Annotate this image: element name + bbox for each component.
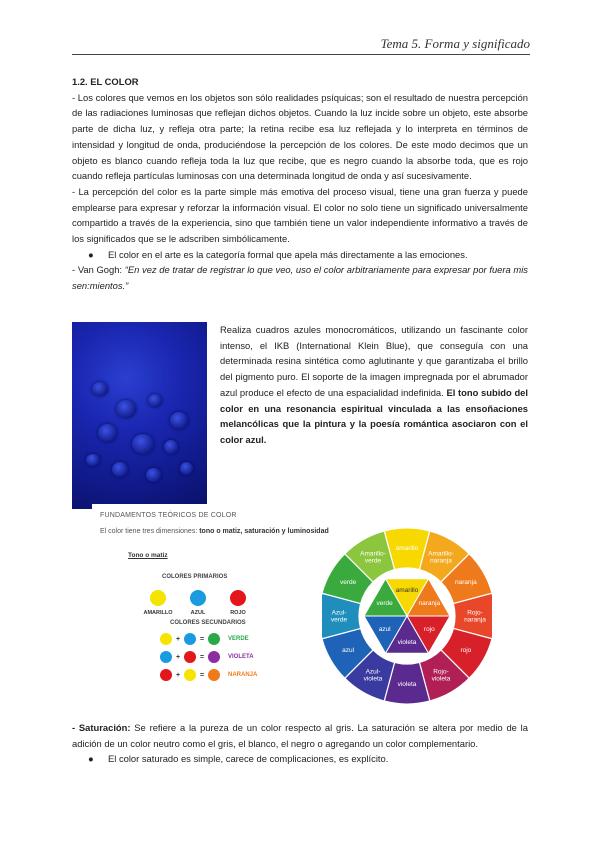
van-gogh-quote-text: “En vez de tratar de registrar lo que veo, uso el color arbitrariamente para expresar por fuera mis sen:mientos.”: [72, 264, 528, 292]
primary-label: AMARILLO: [143, 610, 173, 616]
wheel-label: Rojo-violeta: [431, 668, 451, 683]
saturation-paragraph: [72, 720, 528, 751]
secundarios-heading: COLORES SECUNDARIOS: [170, 620, 246, 626]
painting-texture: [116, 400, 136, 418]
van-gogh-quote: [72, 262, 528, 293]
painting-texture: [164, 440, 178, 454]
wheel-label: Amarillo-naranja: [428, 550, 454, 565]
secondary-label: NARANJA: [228, 672, 258, 678]
main-text: [72, 74, 528, 294]
color-dot: [184, 651, 196, 663]
van-gogh-label: - Van Gogh:: [72, 264, 125, 276]
wheel-label: rojo: [460, 647, 472, 654]
color-dot: [208, 669, 220, 681]
color-dot: [160, 651, 172, 663]
wheel-label: azul: [342, 647, 355, 654]
tono-label: Tono o matiz: [128, 552, 168, 559]
hexagon-label: naranja: [418, 600, 441, 608]
wheel-label: verde: [339, 579, 357, 586]
equals-sign: =: [199, 635, 205, 643]
equals-sign: =: [199, 653, 205, 661]
plus-sign: +: [175, 653, 181, 661]
painting-texture: [148, 394, 162, 407]
saturation-text: Se refiere a la pureza de un color respecto al gris. La saturación se altera por medio de la adición de un color neutro como el gris, el blanco, el negro o agregando un color complementario.: [72, 722, 528, 749]
primary-swatch: [150, 590, 166, 606]
color-dot: [208, 633, 220, 645]
hexagon-label: amarillo: [395, 587, 419, 595]
secondary-row: [160, 668, 257, 682]
wheel-label: Azul-violeta: [363, 668, 383, 683]
figure-subtitle: [100, 528, 329, 535]
secondary-label: VIOLETA: [228, 654, 254, 660]
secondary-row: [160, 650, 254, 664]
plus-sign: +: [175, 635, 181, 643]
klein-description: [220, 322, 528, 448]
header-rule: [72, 54, 530, 55]
primary-swatch: [230, 590, 246, 606]
saturation-label: - Saturación:: [72, 722, 131, 733]
wheel-label: violeta: [397, 681, 417, 688]
wheel-label: Amarillo-verde: [360, 550, 386, 565]
hexagon-label: violeta: [397, 638, 417, 646]
painting-texture: [170, 412, 188, 429]
color-dot: [184, 669, 196, 681]
hexagon-label: azul: [378, 625, 391, 633]
secondary-label: VERDE: [228, 636, 249, 642]
wheel-label: naranja: [455, 579, 477, 586]
wheel-label: amarillo: [395, 545, 419, 552]
primary-label: ROJO: [230, 610, 246, 616]
painting-texture: [86, 454, 100, 466]
color-wheel: [322, 518, 492, 708]
figure-subtitle-prefix: El color tiene tres dimensiones:: [100, 528, 200, 535]
bullet-text: El color en el arte es la categoría formal que apela más directamente a las emociones.: [108, 248, 468, 260]
color-dot: [160, 633, 172, 645]
painting-texture: [180, 462, 193, 475]
section-title: 1.2. EL COLOR: [72, 76, 139, 87]
wheel-label: Azul-verde: [330, 609, 348, 624]
bullet-icon: ●: [88, 248, 94, 260]
klein-text: Realiza cuadros azules monocromáticos, utilizando un fascinante color intenso, el IKB (International Klein Blue), que conseguía con una determinada resina sintética como aglutinante y que garantizaba el brillo del pigmento puro. El soporte de la imagen impregnada por el abrumador azul produce el efecto de una espacialidad indefinida.: [220, 324, 528, 398]
hexagon-label: verde: [376, 600, 393, 608]
bullet-text: El color saturado es simple, carece de complicaciones, es explícito.: [108, 753, 389, 765]
page-header-title: Tema 5. Forma y significado: [380, 36, 530, 51]
klein-bold-text: El tono subido del color en una resonancia espiritual vinculada a las ensoñaciones melancólicas que la pintura y la poesía romántica asociaron con el color azul.: [220, 386, 529, 445]
bullet-item: [72, 751, 528, 767]
equals-sign: =: [199, 671, 205, 679]
color-dot: [184, 633, 196, 645]
hexagon-label: rojo: [423, 625, 435, 633]
painting-texture: [132, 434, 154, 454]
color-dot: [208, 651, 220, 663]
painting-texture: [146, 468, 161, 482]
painting-texture: [112, 462, 128, 477]
bullet-icon: ●: [88, 753, 94, 765]
bullet-item: [72, 247, 528, 263]
saturation-section: [72, 720, 528, 767]
figure-title: FUNDAMENTOS TEÓRICOS DE COLOR: [100, 512, 237, 519]
painting-texture: [92, 382, 108, 396]
wheel-label: Rojo-naranja: [464, 609, 486, 624]
primarios-heading: COLORES PRIMARIOS: [162, 574, 228, 580]
primary-swatch: [190, 590, 206, 606]
figure-subtitle-bold: tono o matiz, saturación y luminosidad: [199, 528, 329, 535]
color-theory-figure: [92, 504, 502, 714]
painting-texture: [98, 424, 117, 442]
plus-sign: +: [175, 671, 181, 679]
primary-label: AZUL: [190, 610, 206, 616]
klein-painting-image: [72, 322, 207, 509]
secondary-row: [160, 632, 249, 646]
paragraph-perception: - Los colores que vemos en los objetos son sólo realidades psíquicas; son el resultado de nuestra percepción de las radiaciones luminosas que reflejan dichos objetos. Cuando la luz incide sobre un objeto, este absorbe parte de dicha luz, y refleja otra parte; la retina recibe esa luz reflejada y lo interpreta en términos de intensidad y longitud de onda, produciéndose la percepción de los colores. De este modo decimos que un objeto es blanco cuando refleja toda la luz que recibe, que es negro cuando la absorbe toda, que es rojo cuando refleja partículas luminosas con una determinada longitud de onda y así sucesivamente.: [72, 91, 528, 182]
color-dot: [160, 669, 172, 681]
paragraph-emotion: - La percepción del color es la parte simple más emotiva del proceso visual, tiene una gran fuerza y puede emplearse para expresar y reforzar la información visual. El color no solo tiene un significado universalmente compartido a través de la experiencia, sino que también tiene un valor independiente informativo a través de los significados que se le adscriben simbólicamente.: [72, 185, 528, 245]
